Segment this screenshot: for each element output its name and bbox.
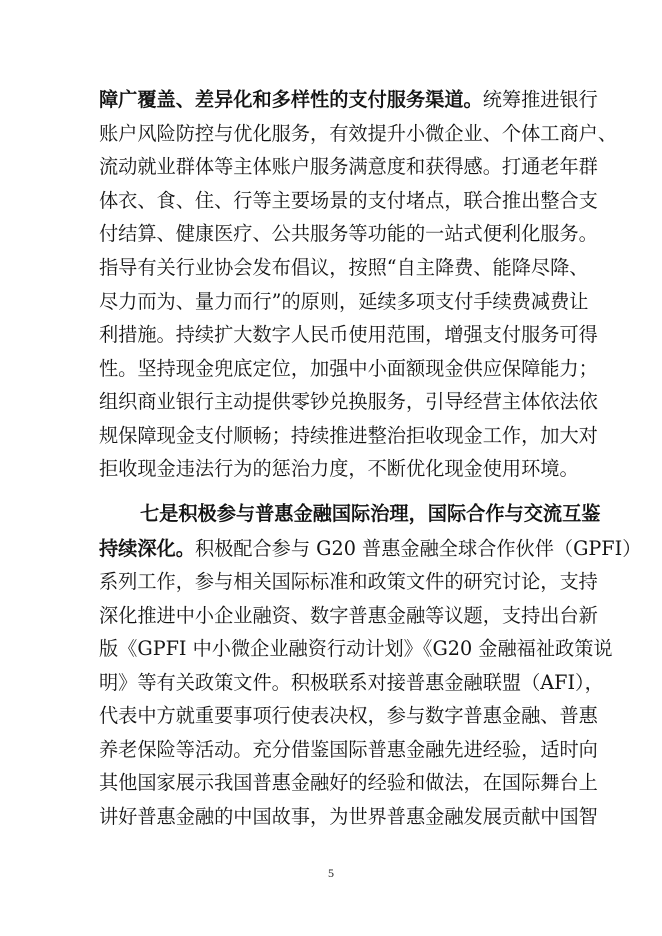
text-line	[99, 85, 598, 115]
text-line	[99, 701, 598, 731]
body-text: 流动就业群体等主体账户服务满意度和获得感。打通老年群	[99, 155, 598, 178]
body-text: 拒收现金违法行为的惩治力度，不断优化现金使用环境。	[99, 457, 579, 480]
body-text: 利措施。持续扩大数字人民币使用范围，增强支付服务可得	[99, 323, 598, 346]
body-text: 尽力而为、量力而行”的原则，延续多项支付手续费减费让	[99, 290, 589, 313]
text-line	[99, 802, 598, 832]
body-text: 账户风险防控与优化服务，有效提升小微企业、个体工商户、	[99, 122, 618, 145]
text-line	[99, 534, 642, 564]
body-text: 养老保险等活动。充分借鉴国际普惠金融先进经验，适时向	[99, 738, 598, 761]
text-line	[99, 320, 598, 350]
bold-heading-text: 障广覆盖、差异化和多样性的支付服务渠道。	[99, 88, 483, 111]
body-text: 性。坚持现金兜底定位，加强中小面额现金供应保障能力；	[99, 357, 598, 380]
body-text: 统筹推进银行	[482, 88, 598, 111]
text-line	[99, 253, 589, 283]
text-line	[99, 387, 598, 417]
text-line	[99, 454, 579, 484]
page-number: 5	[328, 866, 334, 880]
text-line	[99, 219, 598, 249]
text-line	[99, 119, 618, 149]
body-text: 代表中方就重要事项行使表决权，参与数字普惠金融、普惠	[99, 704, 598, 727]
text-line	[99, 634, 613, 664]
body-text: 其他国家展示我国普惠金融好的经验和做法，在国际舞台上	[99, 771, 598, 794]
text-line	[99, 601, 598, 631]
body-text: 付结算、健康医疗、公共服务等功能的一站式便利化服务。	[99, 222, 598, 245]
body-text: 规保障现金支付顺畅；持续推进整治拒收现金工作，加大对	[99, 424, 598, 447]
body-text: 组织商业银行主动提供零钞兑换服务，引导经营主体依法依	[99, 390, 598, 413]
body-text: 讲好普惠金融的中国故事，为世界普惠金融发展贡献中国智	[99, 805, 598, 828]
text-line	[99, 186, 598, 216]
bold-heading-text: 七是积极参与普惠金融国际治理，国际合作与交流互鉴	[140, 502, 601, 525]
body-text: 版《GPFI 中小微企业融资行动计划》《G20 金融福祉政策说	[99, 637, 613, 660]
body-text: 系列工作，参与相关国际标准和政策文件的研究讨论，支持	[99, 570, 598, 593]
body-text: 明》等有关政策文件。积极联系对接普惠金融联盟（AFI），	[99, 671, 604, 694]
body-text: 体衣、食、住、行等主要场景的支付堵点，联合推出整合支	[99, 189, 598, 212]
text-line	[99, 668, 604, 698]
text-line	[99, 735, 598, 765]
bold-heading-text: 持续深化。	[99, 537, 195, 560]
text-line	[99, 354, 598, 384]
text-line	[99, 421, 598, 451]
text-line	[99, 567, 598, 597]
body-text: 指导有关行业协会发布倡议，按照“自主降费、能降尽降、	[99, 256, 589, 279]
text-line	[99, 287, 589, 317]
body-text: 积极配合参与 G20 普惠金融全球合作伙伴（GPFI）	[194, 537, 642, 560]
text-line	[140, 499, 601, 529]
body-text: 深化推进中小企业融资、数字普惠金融等议题，支持出台新	[99, 604, 598, 627]
text-line	[99, 768, 598, 798]
text-line	[99, 152, 598, 182]
